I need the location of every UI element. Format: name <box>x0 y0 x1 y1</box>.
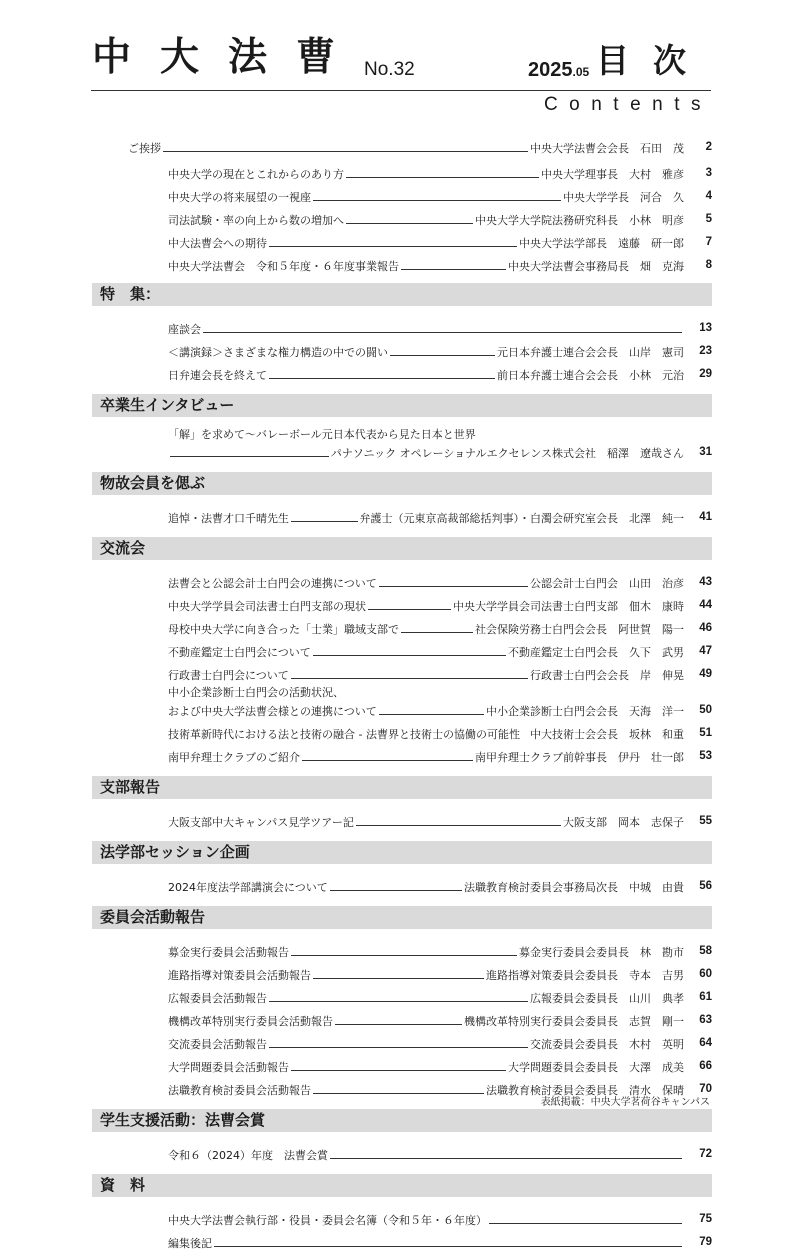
toc-entry-page: 58 <box>699 945 712 958</box>
toc-entry-title: 日弁連会長を終えて <box>168 368 267 382</box>
toc-entry-title: 編集後記 <box>168 1236 212 1250</box>
toc-entry-author: 南甲弁理士クラブ前幹事長 伊丹 壮一郎 <box>475 750 684 764</box>
toc-entry-title: ご挨拶 <box>128 141 161 155</box>
toc-entry[interactable] <box>92 359 712 382</box>
toc-entry-page: 13 <box>699 322 712 335</box>
toc-entry-title: 中央大学の将来展望の一視座 <box>168 190 311 204</box>
section-heading: 資 料 <box>92 1174 712 1197</box>
toc-entry-author: 大学問題委員会委員長 大澤 成美 <box>508 1060 684 1074</box>
toc-entry-page: 2 <box>705 141 712 154</box>
toc-entry-author: 中大技術士会会長 坂林 和重 <box>530 727 684 741</box>
leader-line <box>203 332 682 333</box>
toc-entry[interactable] <box>92 936 712 959</box>
toc-entry-author: 弁護士（元東京高裁部総括判事）・白濁会研究室会長 北澤 純一 <box>359 511 684 525</box>
toc-entry-author: 交流委員会委員長 木村 英明 <box>530 1037 684 1051</box>
toc-entry-author: 中央大学法曹会事務局長 畑 克海 <box>508 259 684 273</box>
leader-line <box>291 955 517 956</box>
toc-entry-title: 中央大学法曹会執行部・役員・委員会名簿（令和５年・６年度） <box>168 1213 487 1227</box>
leader-line <box>214 1246 682 1247</box>
toc-entry[interactable] <box>92 982 712 1005</box>
toc-entry[interactable] <box>92 1204 712 1227</box>
toc-entry-page: 7 <box>705 236 712 249</box>
section-heading: 卒業生インタビュー <box>92 394 712 417</box>
toc-entry-author: 中小企業診断士白門会会長 天海 洋一 <box>486 704 684 718</box>
leader-line <box>269 378 495 379</box>
toc-entry[interactable] <box>92 871 712 894</box>
toc-entry[interactable] <box>92 1051 712 1074</box>
section-heading: 特 集： <box>92 283 712 306</box>
issue-year: 2025 <box>528 59 573 81</box>
toc-entry[interactable] <box>92 636 712 659</box>
toc-entry[interactable] <box>92 250 712 273</box>
leader-line <box>313 200 561 201</box>
issue-month: .05 <box>572 65 590 79</box>
leader-line <box>401 632 473 633</box>
toc-entry-page: 47 <box>699 645 712 658</box>
toc-entry-page: 64 <box>699 1037 712 1050</box>
leader-line <box>379 586 528 587</box>
toc-entry-page: 8 <box>705 259 712 272</box>
toc-entry-page: 4 <box>705 190 712 203</box>
toc-entry-title: 不動産鑑定士白門会について <box>168 645 311 659</box>
toc-entry-author: 法職教育検討委員会事務局次長 中城 由貴 <box>464 880 684 894</box>
leader-line <box>291 678 528 679</box>
toc-entry-title-line: 中小企業診断士白門会の活動状況、 <box>168 686 344 699</box>
toc-entry-author: パナソニック オペレーショナルエクセレンス株式会社 稲澤 遼哉さん <box>330 446 684 460</box>
leader-line <box>302 760 473 761</box>
toc-entry-author: 大阪支部 岡本 志保子 <box>563 815 684 829</box>
toc-entry-title-line: 「解」を求めて～バレーボール元日本代表から見た日本と世界 <box>168 428 476 441</box>
leader-line <box>269 1001 528 1002</box>
toc-entry-page: 79 <box>699 1236 712 1249</box>
toc-entry-page: 49 <box>699 668 712 681</box>
toc-entry-page: 63 <box>699 1014 712 1027</box>
toc-entry[interactable] <box>92 313 712 336</box>
toc-entry-title: 令和６（2024）年度 法曹会賞 <box>168 1148 328 1162</box>
leader-line <box>356 825 561 826</box>
cover-credit: 表紙掲載：中央大学茗荷谷キャンパス <box>540 1097 710 1108</box>
leader-line <box>163 151 528 152</box>
toc-entry-author: 中央大学法曹会会長 石田 茂 <box>530 141 684 155</box>
leader-line <box>330 890 462 891</box>
toc-entry-title: 2024年度法学部講演会について <box>168 880 328 894</box>
toc-entry-author: 前日本弁護士連合会会長 小林 元治 <box>497 368 684 382</box>
leader-line <box>313 978 484 979</box>
toc-entry-title: 座談会 <box>168 322 201 336</box>
toc-entry[interactable] <box>92 132 712 155</box>
toc-entry-title: 母校中央大学に向き合った「士業」職域支部で <box>168 622 399 636</box>
journal-title: 中大法曹 <box>92 35 365 80</box>
leader-line <box>291 521 358 522</box>
toc-entry[interactable] <box>92 741 712 764</box>
toc-entry-title: 法職教育検討委員会活動報告 <box>168 1083 311 1097</box>
toc-entry-author: 法職教育検討委員会委員長 清水 保晴 <box>486 1083 684 1097</box>
toc-entry[interactable] <box>92 613 712 636</box>
toc-entry-page: 29 <box>699 368 712 381</box>
toc-entry[interactable] <box>92 718 712 741</box>
toc-entry[interactable] <box>92 442 712 460</box>
toc-entry-page: 46 <box>699 622 712 635</box>
toc-entry[interactable] <box>92 567 712 590</box>
toc-entry-title: 行政書士白門会について <box>168 668 289 682</box>
toc-entry[interactable] <box>92 959 712 982</box>
toc-entry-page: 60 <box>699 968 712 981</box>
toc-entry[interactable] <box>92 181 712 204</box>
contents-label: Contents <box>543 94 712 115</box>
toc-entry-page: 55 <box>699 815 712 828</box>
toc-entry-page: 53 <box>699 750 712 763</box>
toc-entry-author: 元日本弁護士連合会会長 山岸 憲司 <box>497 345 684 359</box>
toc-entry[interactable] <box>92 1227 712 1250</box>
toc-entry-title: 中央大学の現在とこれからのあり方 <box>168 167 344 181</box>
leader-line <box>346 177 539 178</box>
leader-line <box>401 269 506 270</box>
toc-entry-author: 社会保険労務士白門会会長 阿世賀 陽一 <box>475 622 684 636</box>
toc-entry-title: ＜講演録＞さまざまな権力構造の中での闘い <box>168 345 388 359</box>
toc-entry-page: 61 <box>699 991 712 1004</box>
toc-entry-page: 43 <box>699 576 712 589</box>
toc-entry-title: および中央大学法曹会様との連携について <box>168 704 377 718</box>
toc-entry[interactable] <box>92 1005 712 1028</box>
toc-entry[interactable] <box>92 158 712 181</box>
toc-entry-page: 50 <box>699 704 712 717</box>
toc-entry[interactable] <box>92 502 712 525</box>
toc-entry-author: 中央大学学員会司法書士白門支部 佃木 康時 <box>453 599 684 613</box>
leader-line <box>390 355 495 356</box>
leader-line <box>170 456 329 457</box>
toc-entry-title: 中央大学学員会司法書士白門支部の現状 <box>168 599 366 613</box>
toc-entry-page: 3 <box>705 167 712 180</box>
toc-entry-title: 法曹会と公認会計士白門会の連携について <box>168 576 377 590</box>
toc-entry-title: 追悼・法曹才口千晴先生 <box>168 511 289 525</box>
toc-entry[interactable] <box>92 806 712 829</box>
toc-entry-page: 5 <box>705 213 712 226</box>
leader-line <box>489 1223 682 1224</box>
toc-entry[interactable] <box>92 227 712 250</box>
toc-entry-author: 機構改革特別実行委員会委員長 志賀 剛一 <box>464 1014 684 1028</box>
toc-entry-author: 中央大学法学部長 遠藤 研一郎 <box>519 236 684 250</box>
section-heading: 物故会員を偲ぶ <box>92 472 712 495</box>
toc-entry-page: 66 <box>699 1060 712 1073</box>
toc-entry[interactable] <box>92 336 712 359</box>
toc-entry-title: 広報委員会活動報告 <box>168 991 267 1005</box>
leader-line <box>335 1024 462 1025</box>
mokuji-heading: 目次 <box>596 41 710 80</box>
section-heading: 支部報告 <box>92 776 712 799</box>
toc-entry-title: 進路指導対策委員会活動報告 <box>168 968 311 982</box>
leader-line <box>330 1158 682 1159</box>
toc-entry-page: 70 <box>699 1083 712 1096</box>
toc-entry-title: 募金実行委員会活動報告 <box>168 945 289 959</box>
toc-entry-page: 72 <box>699 1148 712 1161</box>
leader-line <box>269 1047 528 1048</box>
section-heading: 交流会 <box>92 537 712 560</box>
issue-number: No.32 <box>364 59 415 80</box>
header-rule <box>91 90 711 91</box>
toc-entry[interactable] <box>92 590 712 613</box>
leader-line <box>368 609 451 610</box>
toc-entry-author: 進路指導対策委員会委員長 寺本 吉男 <box>486 968 684 982</box>
leader-line <box>269 246 517 247</box>
toc-entry-title: 中央大学法曹会 令和５年度・６年度事業報告 <box>168 259 399 273</box>
toc-entry-author: 広報委員会委員長 山川 典孝 <box>530 991 684 1005</box>
toc-entry-page: 56 <box>699 880 712 893</box>
toc-entry-page: 31 <box>699 446 712 459</box>
toc-entry[interactable] <box>92 1139 712 1162</box>
section-heading: 法学部セッション企画 <box>92 841 712 864</box>
toc-entry-title: 大阪支部中大キャンパス見学ツアー記 <box>168 815 354 829</box>
leader-line <box>346 223 473 224</box>
toc-entry-author: 中央大学理事長 大村 雅彦 <box>541 167 684 181</box>
toc-entry-page: 44 <box>699 599 712 612</box>
toc-entry-author: 行政書士白門会会長 岸 伸晃 <box>530 668 684 682</box>
leader-line <box>313 1093 484 1094</box>
toc-entry-page: 51 <box>699 727 712 740</box>
toc-entry-author: 中央大学大学院法務研究科長 小林 明彦 <box>475 213 684 227</box>
leader-line <box>313 655 506 656</box>
toc-entry-title: 南甲弁理士クラブのご紹介 <box>168 750 300 764</box>
issue-date <box>528 60 589 80</box>
toc-entry-author: 中央大学学長 河合 久 <box>563 190 684 204</box>
table-of-contents <box>92 132 712 1250</box>
toc-entry-title: 交流委員会活動報告 <box>168 1037 267 1051</box>
toc-entry-page: 23 <box>699 345 712 358</box>
toc-entry[interactable] <box>92 700 712 718</box>
toc-entry[interactable] <box>92 204 712 227</box>
toc-entry-page: 41 <box>699 511 712 524</box>
toc-entry[interactable] <box>92 1028 712 1051</box>
toc-entry-author: 公認会計士白門会 山田 治彦 <box>530 576 684 590</box>
leader-line <box>291 1070 506 1071</box>
toc-entry-author: 不動産鑑定士白門会長 久下 武男 <box>508 645 684 659</box>
section-heading: 委員会活動報告 <box>92 906 712 929</box>
toc-entry-title: 大学問題委員会活動報告 <box>168 1060 289 1074</box>
toc-entry[interactable] <box>92 659 712 682</box>
toc-entry-title: 技術革新時代における法と技術の融合 - 法曹界と技術士の協働の可能性 <box>168 727 520 741</box>
leader-line <box>379 714 484 715</box>
toc-entry-author: 募金実行委員会委員長 林 勘市 <box>519 945 684 959</box>
toc-entry-page: 75 <box>699 1213 712 1226</box>
toc-entry-title: 機構改革特別実行委員会活動報告 <box>168 1014 333 1028</box>
toc-entry-title: 司法試験・率の向上から数の増加へ <box>168 213 344 227</box>
toc-entry-title: 中大法曹会への期待 <box>168 236 267 250</box>
section-heading: 学生支援活動：法曹会賞 <box>92 1109 712 1132</box>
